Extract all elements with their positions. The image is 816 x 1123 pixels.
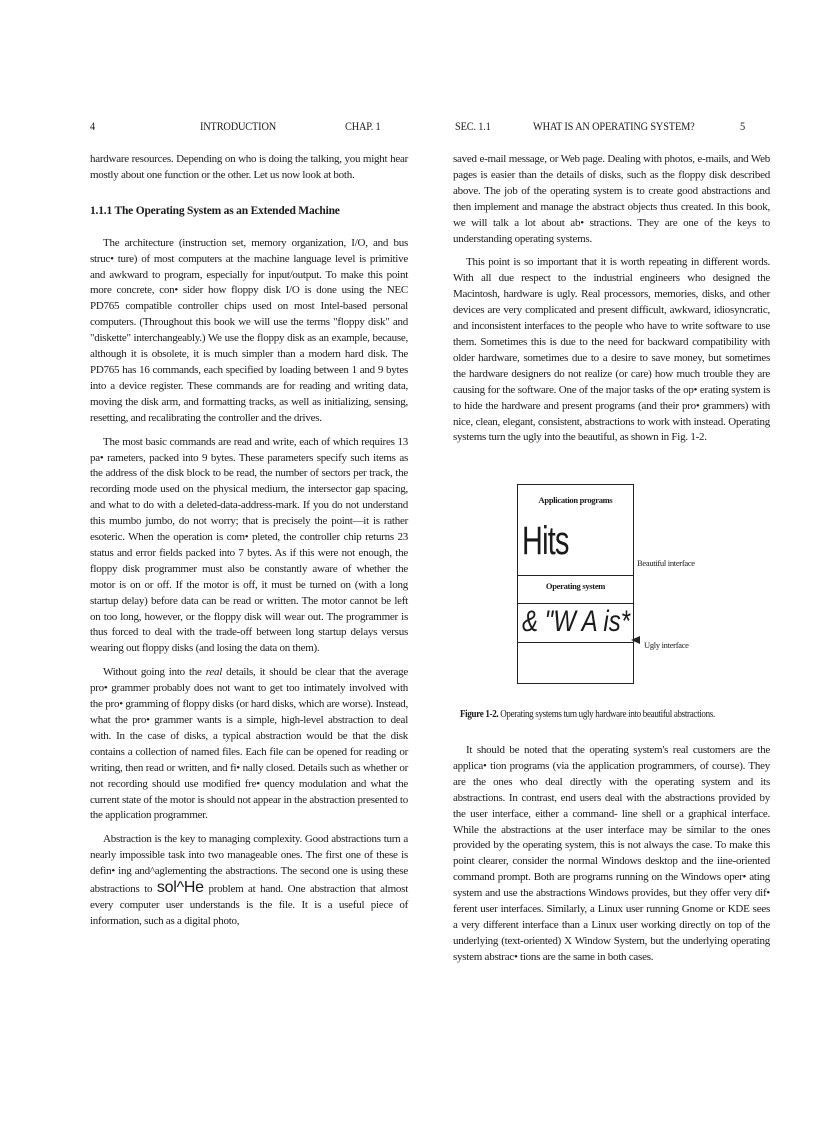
section-heading: 1.1.1 The Operating System as an Extended Machine <box>90 204 340 217</box>
right-column-bottom <box>453 743 770 974</box>
layer-diagram <box>517 484 634 684</box>
paragraph: This point is so important that it is worth repeating in different words. With all due respect to the industrial engineers who designed the Macintosh, hardware is ugly. Real processors, memories, disks, and other devices are very complicated and present difficult, awkward, idiosyncratic, and inconsistent interfaces to the people who have to write software to use them. Sometimes this is due to the need for backward compatibility with older hardware, sometimes due to a desire to save money, but sometimes the hardware designers do not realize (or care) how much trouble they are causing for the software. One of the major tasks of the op• erating system is to hide the hardware and present programs (and their pro• grammers) with nice, clean, elegant, consistent, abstractions to work with instead. Operating systems turn the ugly into the beautiful, as shown in Fig. 1-2. <box>453 256 770 444</box>
paragraph: The architecture (instruction set, memory organization, I/O, and bus struc• ture) of most computers at the machine language level is primitive and awkward to program, especially for input/output. To make this point more concrete, con• sider how floppy disk I/O is done using the NEC PD765 compatible controller chips used on most Intel-based personal computers. (Throughout this book we will use the terms "floppy disk" and "diskette" interchangeably.) We use the floppy disk as an example, because, although it is obsolete, it is much simpler than a modern hard disk. The PD765 has 16 commands, each specified by loading between 1 and 9 bytes into a device register. These commands are for reading and writing data, moving the disk arm, and formatting tracks, as well as initializing, sensing, resetting, and recalibrating the controller and the drives. <box>90 236 408 424</box>
figure-caption: Figure 1-2. Operating systems turn ugly hardware into beautiful abstractions. <box>460 708 715 720</box>
paragraph: It should be noted that the operating system's real customers are the applica• tion programs (via the application programmers, of course). They are the ones who deal directly with the operating system and its abstractions. In contrast, end users deal with the abstractions provided by the user interface, either a command- line shell or a graphical interface. While the abstractions at the user interface may be similar to the ones provided by the operating system, this is not always the case. To make this point clearer, consider the normal Windows desktop and the iine-oriented command prompt. Both are programs running on the Windows oper• ating system and use the abstractions Windows provides, but they offer very dif• ferent user interfaces. Similarly, a Linux user running Gnome or KDE sees a very different interface than a Linux user working directly on top of the underlying (text-oriented) X Window System, but the underlying operating system abstrac• tions are the same in both cases. <box>453 744 770 963</box>
application-programs-label: Application programs <box>538 495 613 505</box>
right-column-top <box>453 152 770 454</box>
divider <box>518 642 633 643</box>
paragraph: saved e-mail message, or Web page. Dealing with photos, e-mails, and Web pages is easier than the details of disks, such as the floppy disk described above. The job of the operating system is to create good abstractions and then implement and manage the abstract objects thus created. In this book, we will talk a lot about ab• stractions. They are one of the keys to understanding operating systems. <box>453 153 770 245</box>
figure-1-2 <box>507 474 807 684</box>
page-number-left: 4 <box>90 121 96 133</box>
paragraph: Without going into the real details, it should be clear that the average pro• grammer probably does not want to get too intimately involved with the pro• gramming of floppy disks (or hard disks, which are worse). Instead, what the pro• grammer wants is a simple, high-level abstraction to deal with. In the case of disks, a typical abstraction would be that the disk contains a collection of named files. Each file can be opened for reading or writing, then read or written, and fi• nally closed. Details such as whether or not recording should use modified fre• quency modulation and what the current state of the motor is should not appear in the abstraction presented to the application programmer. <box>90 666 409 822</box>
section-label: SEC. 1.1 <box>455 121 491 133</box>
page-number-right: 5 <box>740 121 746 133</box>
beautiful-interface-label: Beautiful interface <box>637 558 695 568</box>
beautiful-interface-text: Hits <box>522 519 569 563</box>
paragraph: Abstraction is the key to managing complexity. Good abstractions turn a nearly impossible task into two manageable ones. The first one of these is defin• ing and^aglementing the abstractions. The second one is using these abstractions to sol^He problem at hand. One abstraction that almost every computer user understands is the file. It is a useful piece of information, such as a digital photo, <box>90 833 409 927</box>
arrow-icon <box>631 634 643 646</box>
ugly-interface-label: Ugly interface <box>644 640 689 650</box>
left-column <box>90 152 408 938</box>
chapter-label: CHAP. 1 <box>345 121 381 133</box>
divider <box>518 603 633 604</box>
divider <box>518 575 633 576</box>
paragraph: The most basic commands are read and write, each of which requires 13 pa• rameters, packed into 9 bytes. These parameters specify such items as the address of the disk block to be read, the number of sectors per track, the recording mode used on the physical medium, the intersector gap spacing, and what to do with a deleted-data-address-mark. If you do not understand this mumbo jumbo, do not worry; that is precisely the point—it is rather esoteric. When the operation is com• pleted, the controller chip returns 23 status and error fields packed into 7 bytes. As if this were not enough, the floppy disk programmer must also be constantly aware of whether the motor is on or off. If the motor is off, it must be turned on (with a long startup delay) before data can be read or written. The motor cannot be left on too long, however, or the floppy disk will wear out. The programmer is thus forced to deal with the trade-off between long startup delays versus wearing out floppy disks (and losing the data on them). <box>90 435 408 655</box>
running-title-left: INTRODUCTION <box>200 121 277 133</box>
operating-system-label: Operating system <box>545 581 606 591</box>
right-page <box>408 0 816 1123</box>
running-title-right: WHAT IS AN OPERATING SYSTEM? <box>533 121 695 133</box>
paragraph: hardware resources. Depending on who is doing the talking, you might hear mostly about one function or the other. Let us now look at both. <box>90 153 408 181</box>
ugly-interface-text: & "W A is* <box>522 605 631 638</box>
